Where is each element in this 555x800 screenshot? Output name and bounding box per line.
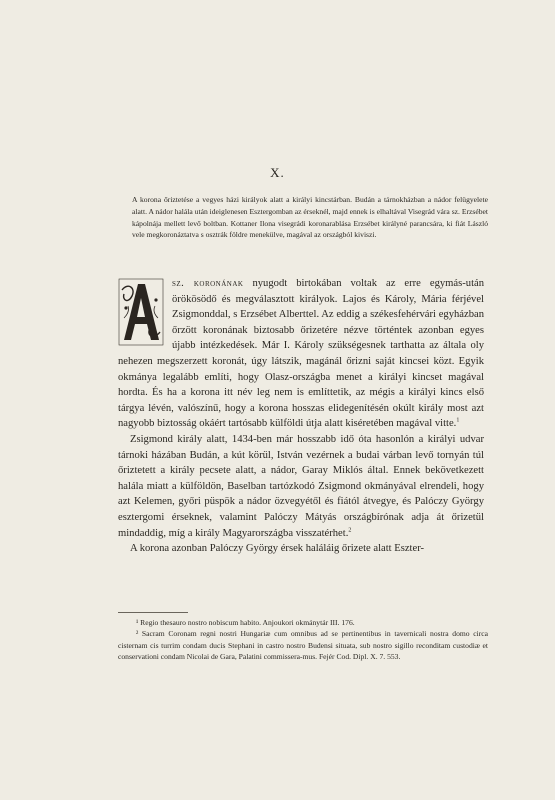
footnotes	[118, 617, 488, 663]
footnote-ref-2: 2	[348, 526, 352, 533]
chapter-summary: A korona őriztetése a vegyes házi királyok alatt a királyi kincstárban. Budán a tárnokházban a nádor felügyelete alatt. A nádor halála után ideiglenesen Esztergomban az érseknél, majd ennek is elhaltával Visegrád vára sz. Erzsébet kápolnája mellett levő boltban. Kottaner Ilona visegrádi koronarablása Erzsébet királyné parancsára, ki fiát László vele megkoronáztatva s osztrák földre menekülve, magával az országból kiviszi.	[132, 195, 488, 240]
paragraph-3-text: A korona azonban Palóczy György érsek haláláig őrizete alatt Eszter-	[130, 543, 425, 555]
main-text	[118, 276, 484, 557]
footnote-2: ² Sacram Coronam regni nostri Hungariæ cum omnibus ad se pertinentibus in tavernicali nostra domo circa cisternam cis turrim condam ducis Stephani in castro nostro Budensi situata, sub nostro sigillo reconditam custodiæ et conservationi condam Nicolai de Gara, Palatini commissera-mus. Fejér Cod. Dipl. X. 7. 553.	[118, 629, 488, 662]
decorated-initial-a-icon	[118, 278, 164, 346]
paragraph-2	[118, 432, 484, 541]
chapter-number: X.	[270, 165, 285, 180]
paragraph-1	[118, 276, 484, 432]
footnote-ref-1: 1	[456, 417, 460, 424]
paragraph-3	[118, 541, 484, 557]
footnote-divider	[118, 612, 188, 613]
paragraph-2-text: Zsigmond király alatt, 1434-ben már hosszabb idő óta hasonlón a királyi udvar tárnoki házában Budán, a kút körül, István vezérnek a budai várban levő tornyán túl őriztetett a király pecsete alatt, a nádor, Garay Miklós által. Ennek bekövetkezett halála miatt a külföldön, Baselban tartózkodó Zsigmond okmányával elrendeli, hogy azt Kelemen, győri püspök a nádor özvegyétől és fiától átvegye, és Palóczy György esztergomi érseknek, valamint Palóczy Mátyás országbírónak adja át őrizetül mindaddig, míg a király Magyarországba visszatérhet.	[118, 433, 484, 539]
opening-smallcaps: sz. koronának	[172, 278, 244, 289]
footnote-1: ¹ Regio thesauro nostro nobiscum habito. Anjoukori okmánytár III. 176.	[136, 618, 355, 627]
paragraph-1-text: nyugodt birtokában voltak az erre egymás-után örökösödő és megválasztott királyok. Lajos és Károly, Mária férjével Zsigmonddal, s Erzsébet Alberttel. Az eddig a székesfehérvári egyházban őrzött koronának biztosabb őrizetére nézve történtek azonban egyes újabb intézkedések. Már I. Károly szükségesnek tarthatta az általa oly nehezen megszerzett koronát, úgy látszik, magánál őrizni saját kincsei közt. Egyik okmánya legalább említi, hogy Olasz-országba menet a királyi kincset magával hordta. És ha a korona itt név leg nem is említtetik, az mégis a királyi kincs első tárgya lévén, valószínű, hogy a korona hosszas elidegenítésén okúlt király most azt nagyobb biztosság okáért tartósabb külföldi útja alatt kiséretében magával vitte.	[118, 278, 485, 430]
